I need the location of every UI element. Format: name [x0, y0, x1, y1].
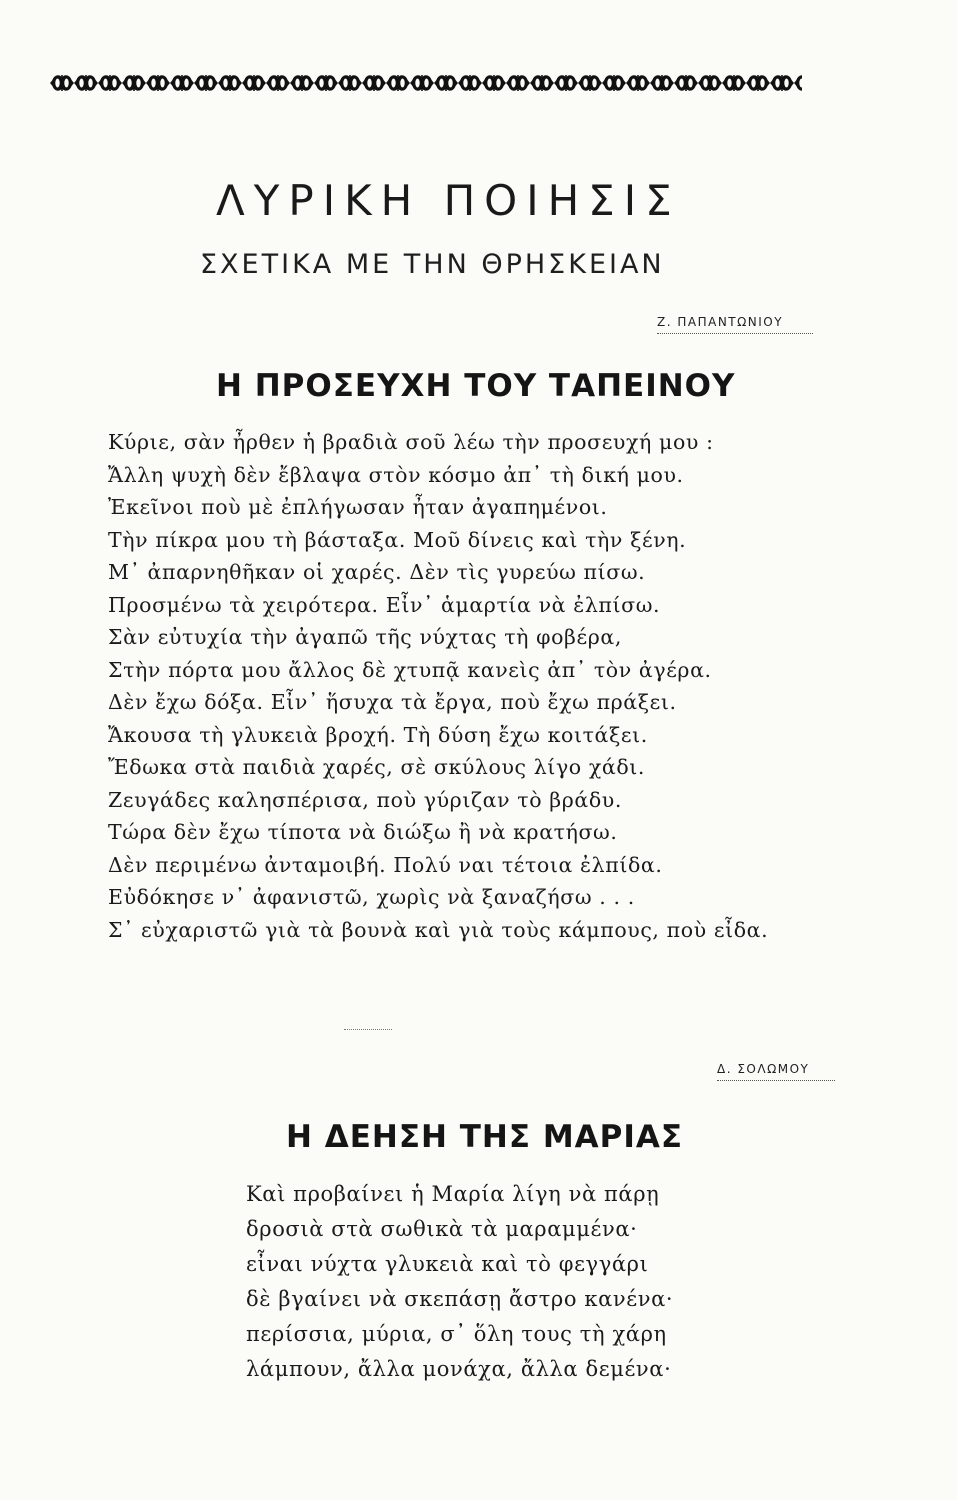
poem-line: Δὲν ἔχω δόξα. Εἶν᾽ ἥσυχα τὰ ἔργα, ποὺ ἔχω πράξει. — [108, 690, 677, 714]
poem-text — [108, 426, 768, 946]
section-divider — [344, 1029, 392, 1031]
poem-line: Ἐκεῖνοι ποὺ μὲ ἐπλήγωσαν ἦταν ἀγαπημένοι. — [108, 495, 608, 519]
collection-title: ΛΥΡΙΚΗ ΠΟΙΗΣΙΣ — [216, 176, 681, 225]
poem-line: δὲ βγαίνει νὰ σκεπάσῃ ἄστρο κανένα· — [246, 1287, 674, 1311]
poem-line: Κύριε, σὰν ἦρθεν ἡ βραδιὰ σοῦ λέω τὴν προσευχή μου : — [108, 430, 714, 454]
poem-line: Σ᾽ εὐχαριστῶ γιὰ τὰ βουνὰ καὶ γιὰ τοὺς κάμπους, ποὺ εἶδα. — [108, 917, 769, 942]
poem-title: Η ΔΕΗΣΗ ΤΗΣ ΜΑΡΙΑΣ — [286, 1119, 684, 1155]
poem-line: Δὲν περιμένω ἀνταμοιβή. Πολύ ναι τέτοια ἐλπίδα. — [108, 852, 663, 877]
poem-line: Σὰν εὐτυχία τὴν ἀγαπῶ τῆς νύχτας τὴ φοβέρα, — [108, 625, 622, 649]
poem-line: δροσιὰ στὰ σωθικὰ τὰ μαραμμένα· — [246, 1217, 638, 1241]
poem-line: Ἄλλη ψυχὴ δὲν ἔβλαψα στὸν κόσμο ἀπ᾽ τὴ δική μου. — [108, 462, 684, 487]
author-underline — [657, 333, 813, 335]
poem-line: Καὶ προβαίνει ἡ Μαρία λίγη νὰ πάρῃ — [246, 1182, 660, 1206]
poem-title: Η ΠΡΟΣΕΥΧΗ ΤΟΥ ΤΑΠΕΙΝΟΥ — [216, 368, 736, 404]
poem-author: Ζ. ΠΑΠΑΝΤΩΝΙΟΥ — [657, 315, 784, 329]
poem-line: Μ᾽ ἀπαρνηθῆκαν οἱ χαρές. Δὲν τὶς γυρεύω πίσω. — [108, 560, 646, 584]
poem-line: Προσμένω τὰ χειρότερα. Εἶν᾽ ἁμαρτία νὰ ἐλπίσω. — [108, 592, 661, 617]
collection-subtitle: ΣΧΕΤΙΚΑ ΜΕ ΤΗΝ ΘΡΗΣΚΕΙΑΝ — [200, 249, 665, 280]
poem-line: Ἔδωκα στὰ παιδιὰ χαρές, σὲ σκύλους λίγο χάδι. — [108, 755, 646, 779]
poem-line: Ἄκουσα τὴ γλυκειὰ βροχή. Τὴ δύση ἔχω κοιτάξει. — [108, 722, 648, 747]
poem-line: Εὐδόκησε ν᾽ ἀφανιστῶ, χωρὶς νὰ ξαναζήσω . . . — [108, 885, 635, 909]
poem-line: Τὴν πίκρα μου τὴ βάσταξα. Μοῦ δίνεις καὶ τὴν ξένη. — [108, 527, 687, 552]
poem-line: Στὴν πόρτα μου ἄλλος δὲ χτυπᾷ κανεὶς ἀπ᾽ τὸν ἀγέρα. — [108, 657, 712, 682]
poem-text — [246, 1177, 673, 1387]
ornamental-border — [50, 72, 802, 94]
poem-line: Ζευγάδες καλησπέρισα, ποὺ γύριζαν τὸ βράδυ. — [108, 787, 622, 812]
poem-author: Δ. ΣΟΛΩΜΟΥ — [717, 1062, 810, 1076]
poem-line: εἶναι νύχτα γλυκειὰ καὶ τὸ φεγγάρι — [246, 1252, 649, 1276]
poem-line: περίσσια, μύρια, σ᾽ ὅλη τους τὴ χάρη — [246, 1322, 667, 1346]
poem-line: Τώρα δὲν ἔχω τίποτα νὰ διώξω ἢ νὰ κρατήσω. — [108, 820, 618, 844]
poem-line: λάμπουν, ἄλλα μονάχα, ἄλλα δεμένα· — [246, 1357, 672, 1381]
author-underline — [717, 1080, 835, 1082]
